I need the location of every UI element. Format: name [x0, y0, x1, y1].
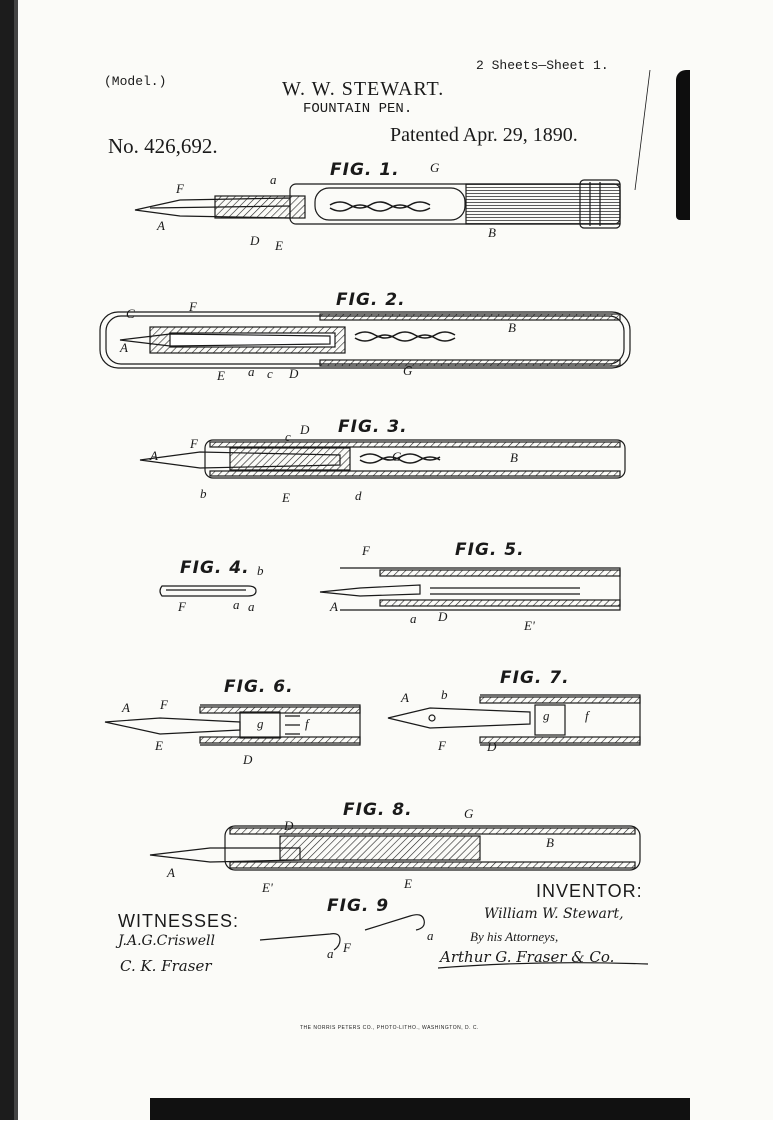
- fig2-label: FIG. 2.: [336, 290, 406, 310]
- ref-letter: F: [189, 299, 197, 314]
- fig8-drawing: [150, 826, 640, 870]
- ref-letter: A: [167, 865, 175, 880]
- ref-letter: E': [262, 880, 273, 895]
- ref-letter: G: [464, 806, 474, 821]
- ref-letter: F: [190, 436, 198, 451]
- ref-letter: D: [289, 366, 299, 381]
- fig5-label: FIG. 5.: [455, 540, 525, 560]
- fig6-label: FIG. 6.: [224, 677, 294, 697]
- inventor-label: INVENTOR:: [536, 881, 643, 901]
- ref-letter: D: [284, 818, 294, 833]
- ref-letter: a: [270, 172, 277, 187]
- ref-letter: G: [392, 449, 402, 464]
- ref-letter: D: [487, 739, 497, 754]
- ref-letter: d: [355, 488, 362, 503]
- ref-letter: C: [126, 306, 135, 321]
- attorneys-label: By his Attorneys,: [470, 929, 559, 944]
- fig7-label: FIG. 7.: [500, 668, 570, 688]
- witnesses-label: WITNESSES:: [118, 911, 240, 931]
- ref-letter: A: [122, 700, 130, 715]
- ref-letter: E: [217, 368, 225, 383]
- ref-letter: b: [200, 486, 207, 501]
- ref-letter: D: [300, 422, 310, 437]
- ref-letter: a: [427, 928, 434, 943]
- inventor-name-heading: W. W. STEWART.: [282, 78, 445, 100]
- ref-letter: F: [176, 181, 184, 196]
- ref-letter: c: [285, 429, 291, 444]
- ref-letter: D: [250, 233, 260, 248]
- fig3-label: FIG. 3.: [338, 417, 408, 437]
- witness-signature-1: J.A.G.Criswell: [118, 933, 215, 949]
- ref-letter: a: [248, 599, 255, 614]
- ref-letter: b: [257, 563, 264, 578]
- fig9-label: FIG. 9: [327, 896, 390, 916]
- ref-letter: E: [282, 490, 290, 505]
- ref-letter: A: [150, 448, 158, 463]
- ref-letter: F: [362, 543, 370, 558]
- ref-letter: B: [546, 835, 554, 850]
- ref-letter: A: [157, 218, 165, 233]
- ref-letter: a: [327, 946, 334, 961]
- ref-letter: b: [441, 687, 448, 702]
- ref-letter: f: [305, 716, 309, 731]
- ref-letter: f: [585, 708, 589, 723]
- fig1-label: FIG. 1.: [330, 160, 400, 180]
- fig8-label: FIG. 8.: [343, 800, 413, 820]
- sheet-count: 2 Sheets—Sheet 1.: [476, 58, 609, 73]
- ref-letter: F: [178, 599, 186, 614]
- ref-letter: E: [155, 738, 163, 753]
- inventor-signature: William W. Stewart,: [484, 906, 624, 922]
- ref-letter: a: [233, 597, 240, 612]
- fig4-label: FIG. 4.: [180, 558, 250, 578]
- ref-letter: g: [543, 708, 550, 723]
- ref-letter: A: [120, 340, 128, 355]
- patent-number: No. 426,692.: [108, 134, 218, 158]
- ref-letter: a: [410, 611, 417, 626]
- fig4-drawing: [160, 586, 256, 596]
- ref-letter: F: [160, 697, 168, 712]
- fig3-drawing: [140, 440, 625, 478]
- ref-letter: B: [508, 320, 516, 335]
- ref-letter: D: [243, 752, 253, 767]
- ref-letter: a: [248, 364, 255, 379]
- ref-letter: E: [404, 876, 412, 891]
- ref-letter: G: [430, 160, 440, 175]
- ref-letter: g: [257, 716, 264, 731]
- ref-letter: D: [438, 609, 448, 624]
- fig7-drawing: [388, 695, 640, 745]
- ref-letter: E': [524, 618, 535, 633]
- ref-letter: F: [343, 940, 351, 955]
- ref-letter: c: [267, 366, 273, 381]
- fig2-drawing: [100, 312, 630, 368]
- ref-letter: E: [275, 238, 283, 253]
- ref-letter: A: [330, 599, 338, 614]
- fig1-drawing: [135, 180, 620, 228]
- model-label: (Model.): [104, 74, 167, 89]
- ref-letter: G: [403, 363, 413, 378]
- fig6-drawing: [105, 705, 360, 745]
- patent-date: Patented Apr. 29, 1890.: [390, 124, 578, 146]
- printer-credit: THE NORRIS PETERS CO., PHOTO-LITHO., WASHINGTON, D. C.: [300, 1025, 479, 1031]
- ref-letter: F: [438, 738, 446, 753]
- ref-letter: A: [401, 690, 409, 705]
- witness-signature-2: C. K. Fraser: [120, 957, 212, 975]
- attorney-signature: Arthur G. Fraser & Co.: [440, 948, 615, 966]
- patent-title: FOUNTAIN PEN.: [303, 101, 413, 117]
- ref-letter: B: [488, 225, 496, 240]
- ref-letter: B: [510, 450, 518, 465]
- fig5-drawing: [320, 568, 620, 610]
